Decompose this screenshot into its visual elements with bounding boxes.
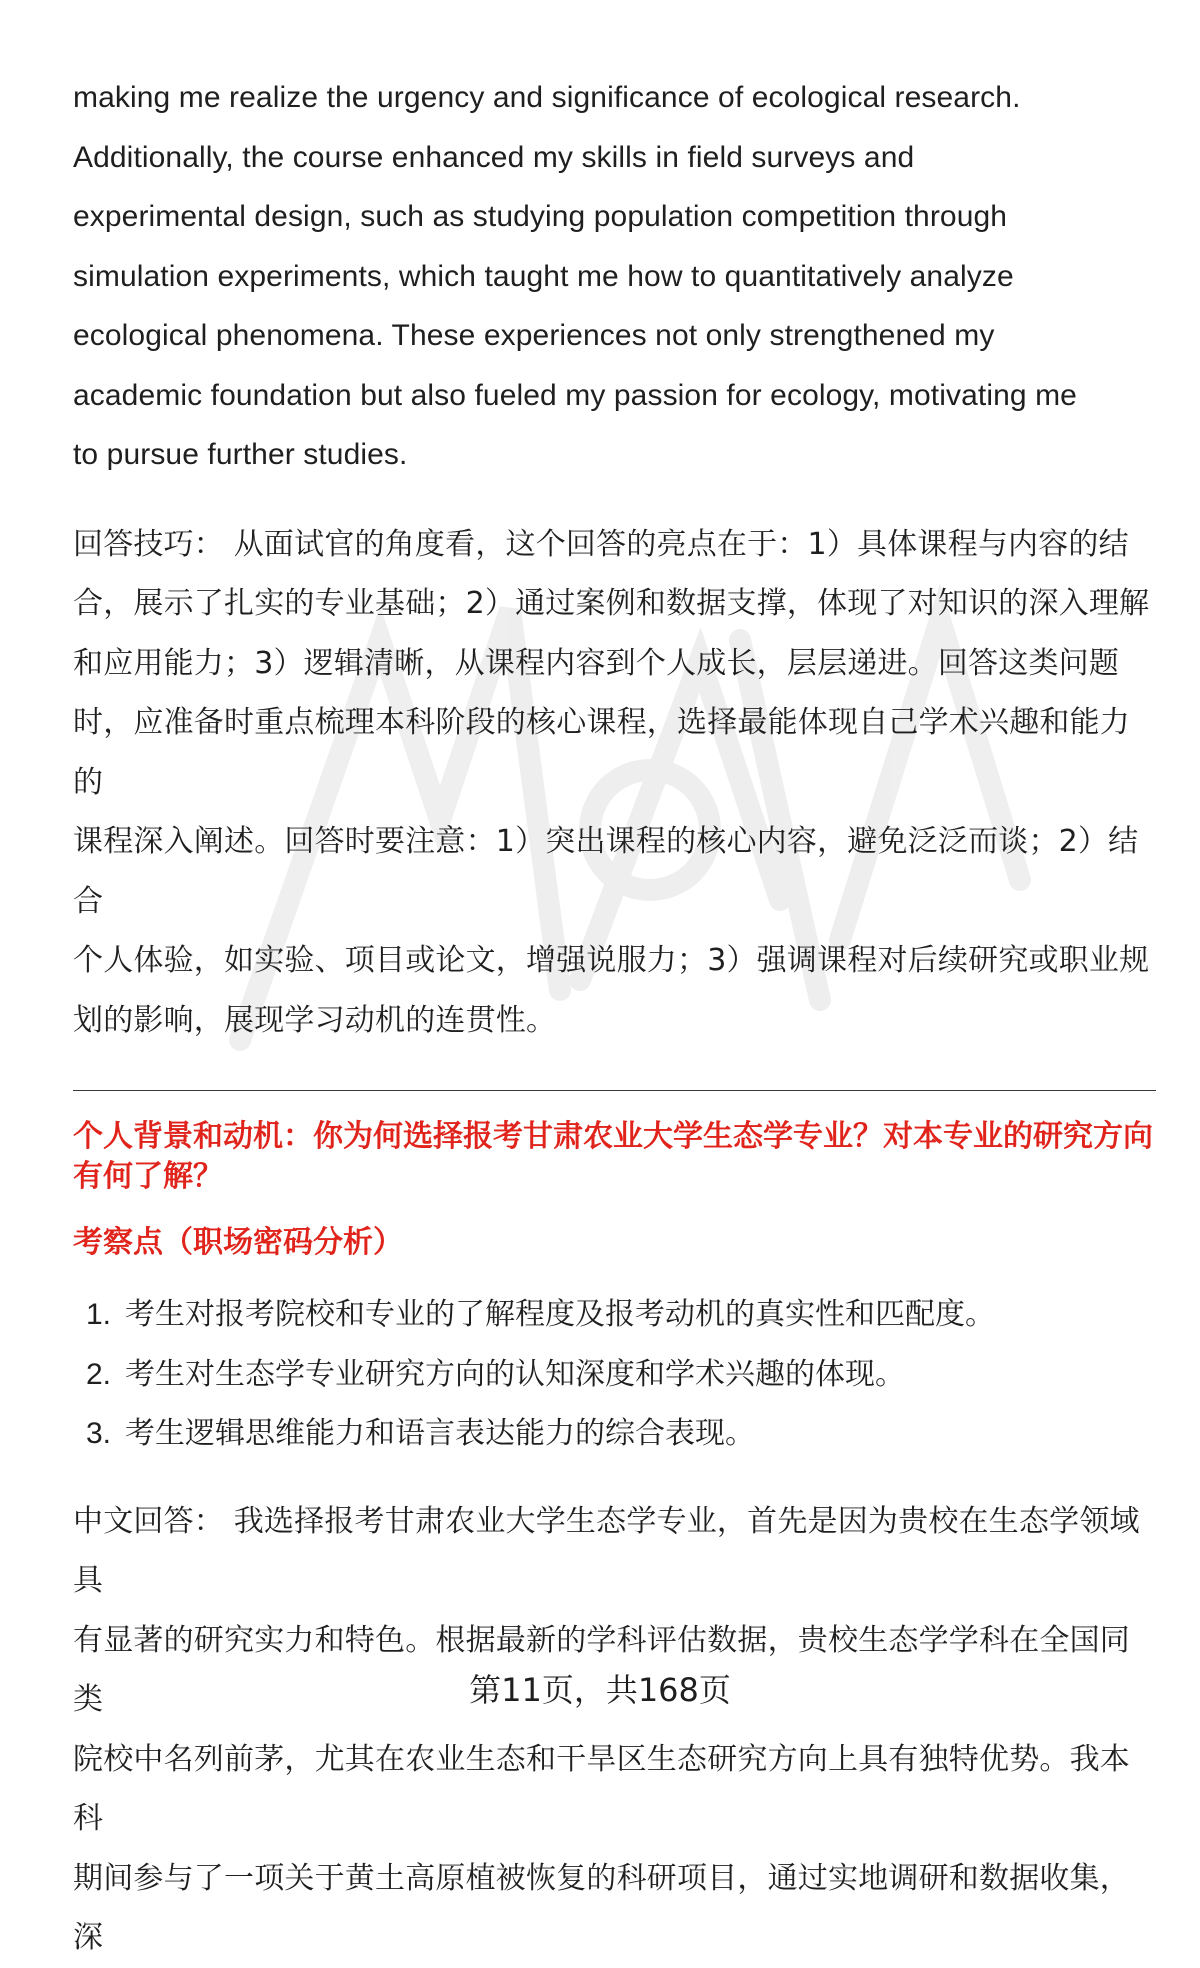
question-line: 个人背景和动机：你为何选择报考甘肃农业大学生态学专业？对本专业的研究方向 (73, 1119, 1153, 1154)
intro-paragraph (73, 68, 1158, 485)
text-line: academic foundation but also fueled my passion for ecology, motivating me (73, 378, 1077, 412)
assessment-heading: 考察点（职场密码分析） (73, 1225, 403, 1260)
list-item-text: 考生对生态学专业研究方向的认知深度和学术兴趣的体现。 (125, 1356, 905, 1392)
text-line: experimental design, such as studying population competition through (73, 200, 1008, 233)
list-item (73, 1345, 1158, 1405)
text-line: 和应用能力；3）逻辑清晰，从课程内容到个人成长，层层递进。回答这类问题 (73, 645, 1120, 681)
text-line: making me realize the urgency and significance of ecological research. (73, 81, 1021, 114)
text-line: 中文回答： 我选择报考甘肃农业大学生态学专业，首先是因为贵校在生态学领域具 (73, 1503, 1140, 1598)
list-number: 3. (85, 1417, 111, 1450)
question-line: 有何了解？ (73, 1159, 223, 1194)
list-item (73, 1285, 1158, 1345)
text-line: simulation experiments, which taught me how to quantitatively analyze (73, 259, 1014, 293)
page-number-footer: 第11页，共168页 (469, 1671, 731, 1709)
question-heading (73, 1117, 1158, 1197)
list-item-text: 考生对报考院校和专业的了解程度及报考动机的真实性和匹配度。 (125, 1297, 995, 1332)
tips-paragraph (73, 515, 1158, 1051)
text-line: 院校中名列前茅，尤其在农业生态和干旱区生态研究方向上具有独特优势。我本科 (73, 1741, 1130, 1836)
text-line: 有显著的研究实力和特色。根据最新的学科评估数据，贵校生态学学科在全国同类 (73, 1622, 1130, 1717)
text-line: ecological phenomena. These experiences not only strengthened my (73, 319, 995, 352)
list-item-text: 考生逻辑思维能力和语言表达能力的综合表现。 (125, 1416, 755, 1451)
text-line: 划的影响，展现学习动机的连贯性。 (73, 1002, 557, 1038)
text-line: 合，展示了扎实的专业基础；2）通过案例和数据支撑，体现了对知识的深入理解 (73, 586, 1150, 621)
text-line: to pursue further studies. (73, 438, 408, 471)
text-line: 课程深入阐述。回答时要注意：1）突出课程的核心内容，避免泛泛而谈；2）结合 (73, 824, 1139, 919)
text-line: 期间参与了一项关于黄土高原植被恢复的科研项目，通过实地调研和数据收集，深 (73, 1860, 1130, 1955)
list-item (73, 1404, 1158, 1464)
text-line: 回答技巧： 从面试官的角度看，这个回答的亮点在于：1）具体课程与内容的结 (73, 526, 1129, 562)
text-line: 个人体验，如实验、项目或论文，增强说服力；3）强调课程对后续研究或职业规 (73, 943, 1150, 978)
list-number: 1. (85, 1298, 111, 1331)
text-line: 时，应准备时重点梳理本科阶段的核心课程，选择最能体现自己学术兴趣和能力的 (73, 705, 1130, 800)
assessment-points-list (73, 1285, 1158, 1464)
list-number: 2. (85, 1357, 111, 1391)
text-line: Additionally, the course enhanced my skills in field surveys and (73, 140, 915, 174)
answer-paragraph (73, 1492, 1158, 1968)
section-divider (73, 1090, 1156, 1091)
